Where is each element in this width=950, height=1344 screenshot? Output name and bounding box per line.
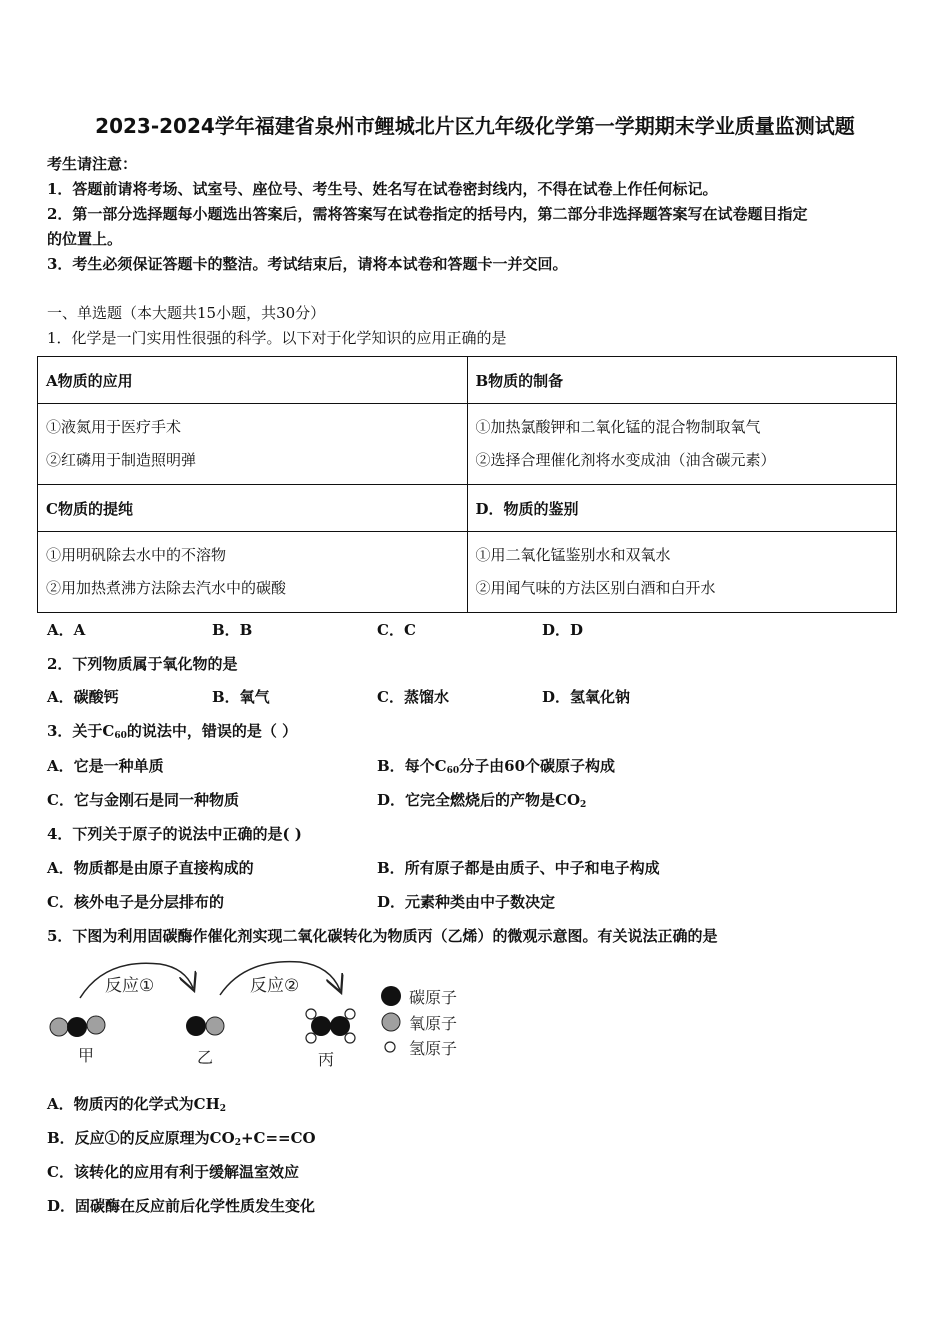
cell-c-body [38, 532, 468, 613]
reaction2-label: 反应② [250, 976, 300, 996]
yi-carbon-atom [186, 1016, 206, 1036]
q3-stem-post: 的说法中，错误的是（ ） [126, 722, 298, 740]
q3-stem-sub: 60 [114, 731, 127, 741]
q2-option-c: C．蒸馏水 [377, 688, 449, 706]
q3-stem [47, 720, 297, 741]
label-bing: 丙 [318, 1050, 335, 1069]
yi-oxygen-atom [206, 1017, 224, 1035]
q5-option-a-pre: A．物质丙的化学式为CH [47, 1095, 220, 1113]
cell-a-line1: ①液氮用于医疗手术 [46, 418, 182, 436]
cell-c-line2: ②用加热煮沸方法除去汽水中的碳酸 [46, 579, 287, 597]
q5-diagram [45, 950, 475, 1075]
jia-oxygen-atom-left [50, 1018, 68, 1036]
q5-option-a-sub: 2 [219, 1104, 227, 1114]
q5-stem: 5．下图为利用固碳酶作催化剂实现二氧化碳转化为物质丙（乙烯）的微观示意图。有关说法正确的是 [47, 927, 718, 945]
q4-option-b: B．所有原子都是由质子、中子和电子构成 [377, 859, 660, 877]
legend-carbon-swatch [381, 986, 401, 1006]
label-yi: 乙 [197, 1048, 214, 1067]
q3-option-b-pre: B．每个C [377, 757, 447, 775]
legend-oxygen-swatch [382, 1013, 400, 1031]
page-title: 2023-2024学年福建省泉州市鲤城北片区九年级化学第一学期期末学业质量监测试题 [95, 114, 855, 138]
q4-stem: 4．下列关于原子的说法中正确的是( ) [47, 825, 302, 843]
q5-option-b-post: +C==CO [240, 1129, 316, 1147]
q1-option-b: B．B [212, 621, 253, 639]
notice-item-1: 1．答题前请将考场、试室号、座位号、考生号、姓名写在试卷密封线内，不得在试卷上作任何标记。 [47, 180, 718, 198]
q3-option-d [377, 789, 586, 810]
q3-option-d-sub: 2 [580, 800, 587, 810]
q1-option-d: D．D [542, 621, 584, 639]
notice-heading: 考生请注意： [47, 155, 138, 173]
notice-item-2-cont: 的位置上。 [47, 230, 123, 248]
q3-option-b [377, 755, 615, 776]
legend-oxygen-label: 氧原子 [409, 1014, 458, 1033]
q4-option-c: C．核外电子是分层排布的 [47, 893, 224, 911]
q5-option-b-sub: 2 [234, 1138, 241, 1148]
q3-option-d-pre: D．它完全燃烧后的产物是CO [377, 791, 581, 809]
cell-d-head: D．物质的鉴别 [467, 485, 897, 532]
cell-c-head: C物质的提纯 [38, 485, 468, 532]
cell-a-body [38, 404, 468, 485]
q1-option-a: A．A [47, 621, 86, 639]
bing-carbon-atom-right [330, 1016, 350, 1036]
q2-option-b: B．氧气 [212, 688, 270, 706]
bing-hydrogen-atom-3 [306, 1033, 316, 1043]
bing-hydrogen-atom-4 [345, 1033, 355, 1043]
bing-hydrogen-atom-2 [345, 1009, 355, 1019]
cell-d-body [467, 532, 897, 613]
q3-option-b-post: 分子由60个碳原子构成 [459, 757, 616, 775]
q2-option-d: D．氢氧化钠 [542, 688, 631, 706]
q5-option-a [47, 1093, 226, 1114]
q5-option-c: C．该转化的应用有利于缓解温室效应 [47, 1163, 299, 1181]
q5-option-d: D．固碳酶在反应前后化学性质发生变化 [47, 1197, 316, 1215]
cell-c-line1: ①用明矾除去水中的不溶物 [46, 546, 227, 564]
q5-option-b-pre: B．反应①的反应原理为CO [47, 1129, 235, 1147]
reaction1-label: 反应① [105, 976, 155, 996]
label-jia: 甲 [78, 1046, 95, 1065]
notice-item-2: 2．第一部分选择题每小题选出答案后，需将答案写在试卷指定的括号内，第二部分非选择题答案写在试卷题目指定 [47, 205, 808, 223]
jia-oxygen-atom-right [87, 1016, 105, 1034]
cell-d-line1: ①用二氧化锰鉴别水和双氧水 [475, 546, 671, 564]
legend-carbon-label: 碳原子 [409, 988, 458, 1007]
q3-stem-pre: 3．关于C [47, 722, 115, 740]
q1-table [37, 356, 897, 613]
section-heading: 一、单选题（本大题共15小题，共30分） [47, 304, 326, 322]
jia-carbon-atom [67, 1017, 87, 1037]
legend-hydrogen-label: 氢原子 [409, 1039, 458, 1058]
q5-option-b [47, 1127, 316, 1148]
cell-d-line2: ②用闻气味的方法区别白酒和白开水 [475, 579, 716, 597]
q1-stem: 1．化学是一门实用性很强的科学。以下对于化学知识的应用正确的是 [47, 329, 507, 347]
q4-option-d: D．元素种类由中子数决定 [377, 893, 556, 911]
cell-b-line2: ②选择合理催化剂将水变成油（油含碳元素） [475, 451, 776, 469]
cell-a-head: A物质的应用 [38, 357, 468, 404]
cell-a-line2: ②红磷用于制造照明弹 [46, 451, 197, 469]
q1-option-c: C．C [377, 621, 416, 639]
q3-option-c: C．它与金刚石是同一种物质 [47, 791, 239, 809]
q2-stem: 2．下列物质属于氧化物的是 [47, 655, 238, 673]
notice-item-3: 3．考生必须保证答题卡的整洁。考试结束后，请将本试卷和答题卡一并交回。 [47, 255, 568, 273]
legend-hydrogen-swatch [385, 1042, 395, 1052]
q2-option-a: A．碳酸钙 [47, 688, 119, 706]
q3-option-b-sub: 60 [446, 766, 460, 776]
q4-option-a: A．物质都是由原子直接构成的 [47, 859, 254, 877]
bing-hydrogen-atom-1 [306, 1009, 316, 1019]
bing-carbon-atom-left [311, 1016, 331, 1036]
q3-option-a: A．它是一种单质 [47, 757, 164, 775]
cell-b-body [467, 404, 897, 485]
cell-b-line1: ①加热氯酸钾和二氧化锰的混合物制取氧气 [475, 418, 761, 436]
cell-b-head: B物质的制备 [467, 357, 897, 404]
